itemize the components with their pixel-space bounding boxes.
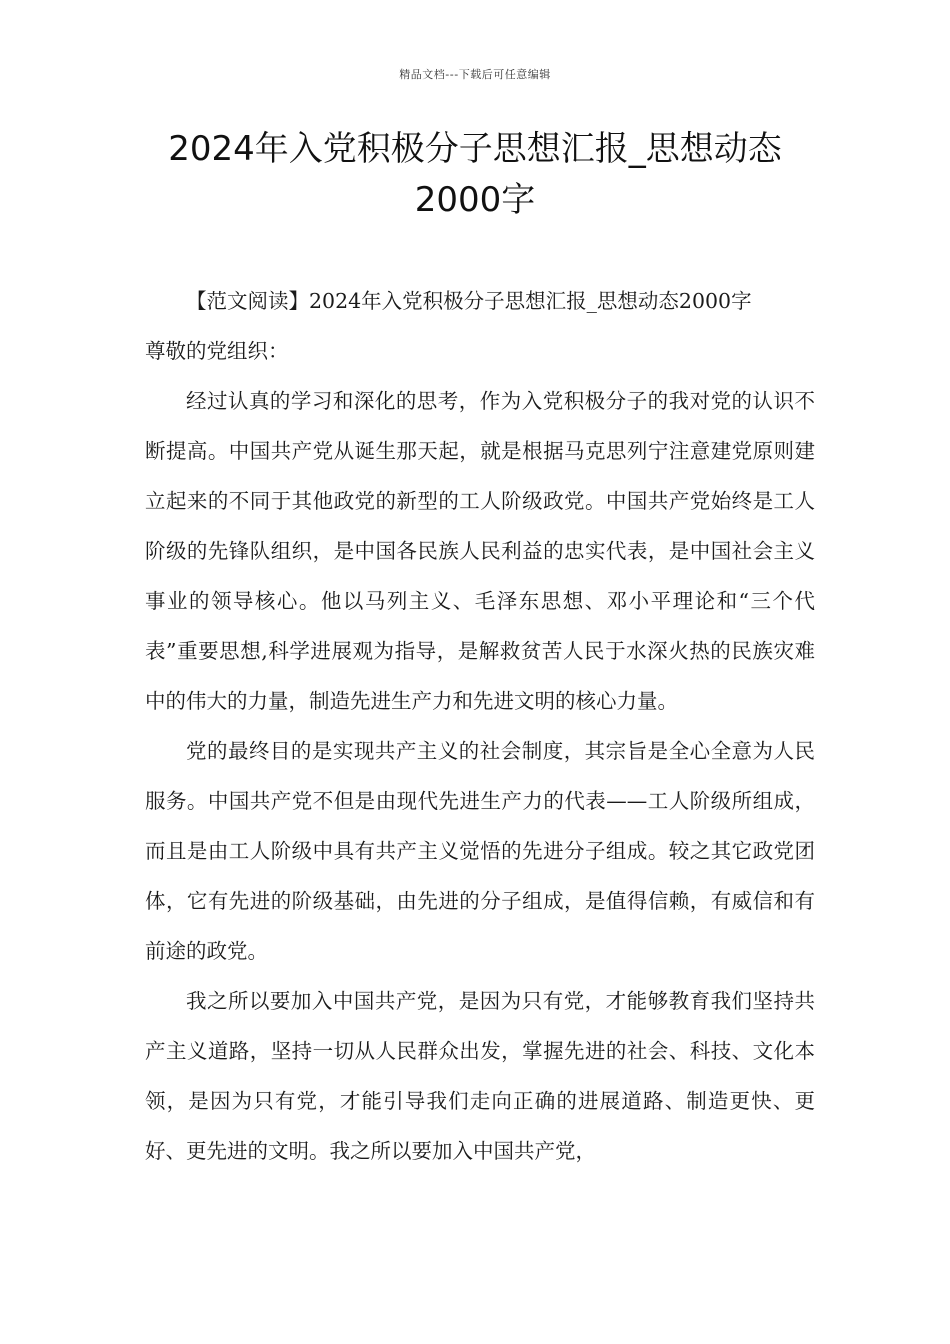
intro-line: 【范文阅读】2024年入党积极分子思想汇报_思想动态2000字 bbox=[186, 289, 752, 313]
page-header-note: 精品文档---下载后可任意编辑 bbox=[399, 68, 551, 81]
salutation: 尊敬的党组织： bbox=[145, 339, 289, 363]
body-paragraph-2: 党的最终目的是实现共产主义的社会制度，其宗旨是全心全意为人民服务。中国共产党不但是由现代先进生产力的代表——工人阶级所组成，而且是由工人阶级中具有共产主义觉悟的先进分子组成。较之其它政党团体，它有先进的阶级基础，由先进的分子组成，是值得信赖，有威信和有前途的政党。 bbox=[145, 739, 815, 963]
document-title: 2024年入党积极分子思想汇报_思想动态2000字 bbox=[168, 129, 782, 220]
body-paragraph-3: 我之所以要加入中国共产党，是因为只有党，才能够教育我们坚持共产主义道路，坚持一切从人民群众出发，掌握先进的社会、科技、文化本领，是因为只有党，才能引导我们走向正确的进展道路、制造更快、更好、更先进的文明。我之所以要加入中国共产党， bbox=[145, 989, 815, 1163]
document-body bbox=[145, 276, 815, 1176]
body-paragraph-1: 经过认真的学习和深化的思考，作为入党积极分子的我对党的认识不断提高。中国共产党从诞生那天起，就是根据马克思列宁注意建党原则建立起来的不同于其他政党的新型的工人阶级政党。中国共产党始终是工人阶级的先锋队组织，是中国各民族人民利益的忠实代表，是中国社会主义事业的领导核心。他以马列主义、毛泽东思想、邓小平理论和“三个代表”重要思想,科学进展观为指导，是解救贫苦人民于水深火热的民族灾难中的伟大的力量，制造先进生产力和先进文明的核心力量。 bbox=[145, 389, 815, 713]
